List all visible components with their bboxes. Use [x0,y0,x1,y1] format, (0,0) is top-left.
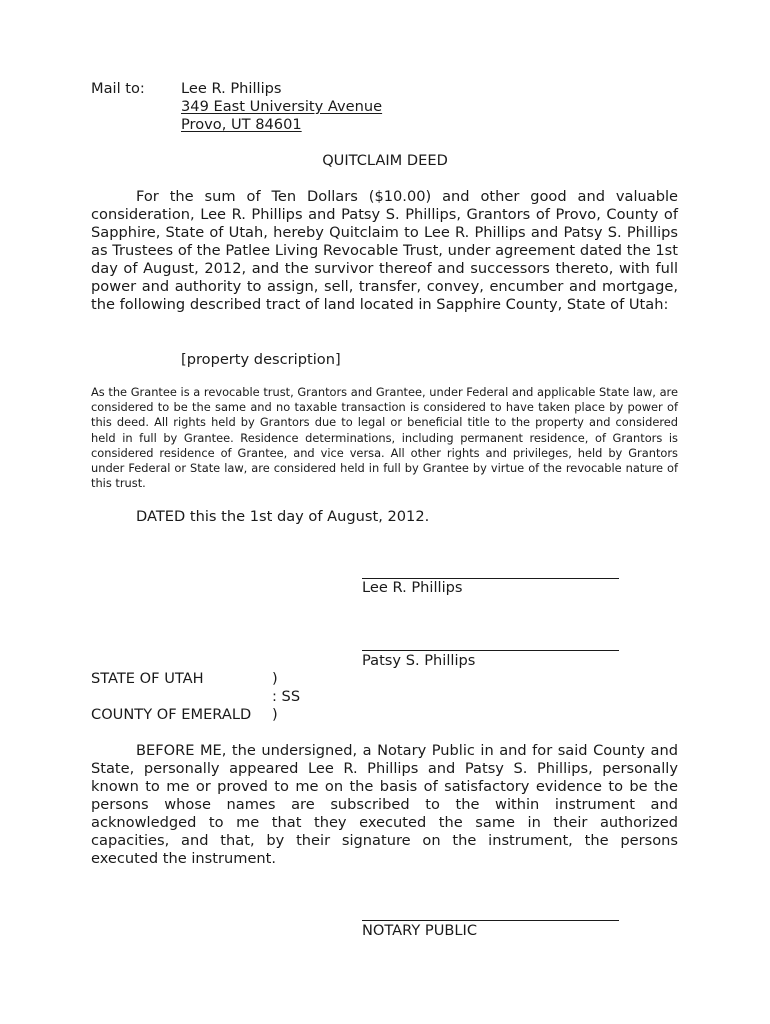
mail-to-label: Mail to: [91,80,145,97]
venue-county: COUNTY OF EMERALD [91,706,252,723]
grantee-paragraph: As the Grantee is a revocable trust, Grantors and Grantee, under Federal and applicable State law, are considered to be the same and no taxable transaction is considered to have taken place by power of this deed. All rights held by Grantors due to legal or beneficial title to the property and considered held in full by Grantee. Residence determinations, including permanent residence, of Grantors is considered residence of Grantee, and vice versa. All other rights and privileges, held by Grantors under Federal or State law, are considered held in full by Grantee by virtue of the revocable nature of this trust. [91,385,678,491]
consideration-paragraph: For the sum of Ten Dollars ($10.00) and other good and valuable consideration, Lee R. Phillips and Patsy S. Phillips, Grantors of Provo, County of Sapphire, State of Utah, hereby Quitclaim to Lee R. Phillips and Patsy S. Phillips as Trustees of the Patlee Living Revocable Trust, under agreement dated the 1st day of August, 2012, and the survivor thereof and successors thereto, with full power and authority to assign, sell, transfer, convey, encumber and mortgage, the following described tract of land located in Sapphire County, State of Utah: [91,188,678,313]
signer-name-2: Patsy S. Phillips [362,652,476,669]
signature-line-notary [362,920,619,921]
dated-line: DATED this the 1st day of August, 2012. [136,508,430,525]
venue-ss: : SS [272,688,301,705]
venue-paren-open: ) [272,670,278,687]
mail-to-street: 349 East University Avenue [181,98,383,115]
notary-public-label: NOTARY PUBLIC [362,922,478,939]
property-description: [property description] [181,351,341,368]
notary-paragraph: BEFORE ME, the undersigned, a Notary Public in and for said County and State, personally appeared Lee R. Phillips and Patsy S. Phillips, personally known to me or proved to me on the basis of satisfactory evidence to be the persons whose names are subscribed to the within instrument and acknowledged to me that they executed the same in their authorized capacities, and that, by their signature on the instrument, the persons executed the instrument. [91,742,678,867]
mail-to-name: Lee R. Phillips [181,80,282,97]
signature-line-grantor-2 [362,650,619,651]
document-title: QUITCLAIM DEED [322,152,448,169]
signer-name-1: Lee R. Phillips [362,579,463,596]
mail-to-city: Provo, UT 84601 [181,116,302,133]
venue-state: STATE OF UTAH [91,670,204,687]
venue-paren-close: ) [272,706,278,723]
